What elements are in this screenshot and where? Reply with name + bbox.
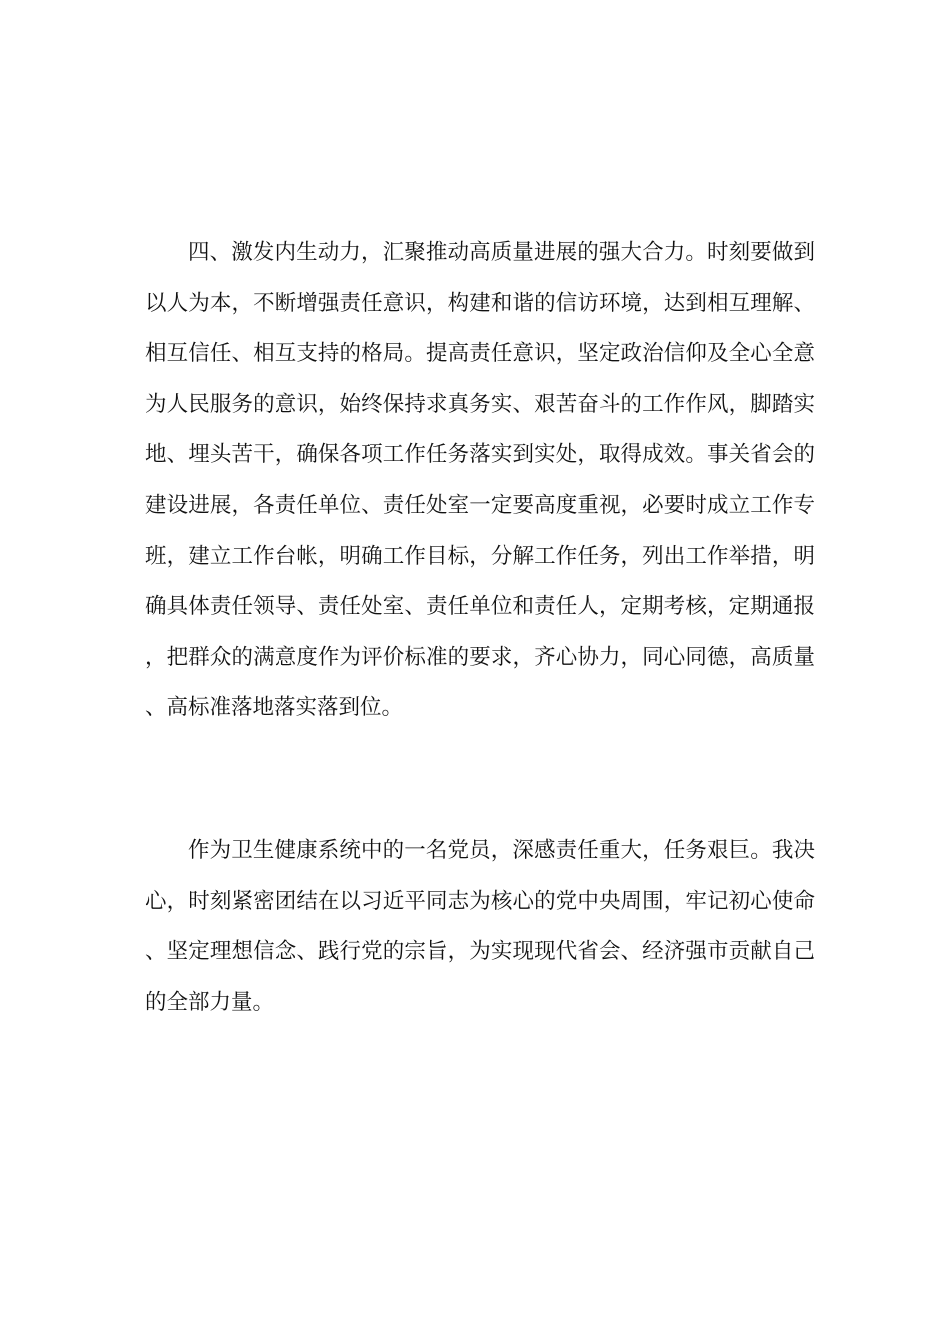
body-paragraph-1: 四、激发内生动力，汇聚推动高质量进展的强大合力。时刻要做到以人为本，不断增强责任意识，构建和谐的信访环境，达到相互理解、相互信任、相互支持的格局。提高责任意识，坚定政治信仰及全心全意为人民服务的意识，始终保持求真务实、艰苦奋斗的工作作风，脚踏实地、埋头苦干，确保各项工作任务落实到实处，取得成效。事关省会的建设进展，各责任单位、责任处室一定要高度重视，必要时成立工作专班，建立工作台帐，明确工作目标，分解工作任务，列出工作举措，明确具体责任领导、责任处室、责任单位和责任人，定期考核，定期通报，把群众的满意度作为评价标准的要求，齐心协力，同心同德，高质量、高标准落地落实落到位。 [145, 240, 815, 721]
body-paragraph-2: 作为卫生健康系统中的一名党员，深感责任重大，任务艰巨。我决心，时刻紧密团结在以习近平同志为核心的党中央周围，牢记初心使命、坚定理想信念、践行党的宗旨，为实现现代省会、经济强市贡献自己的全部力量。 [145, 838, 815, 1015]
